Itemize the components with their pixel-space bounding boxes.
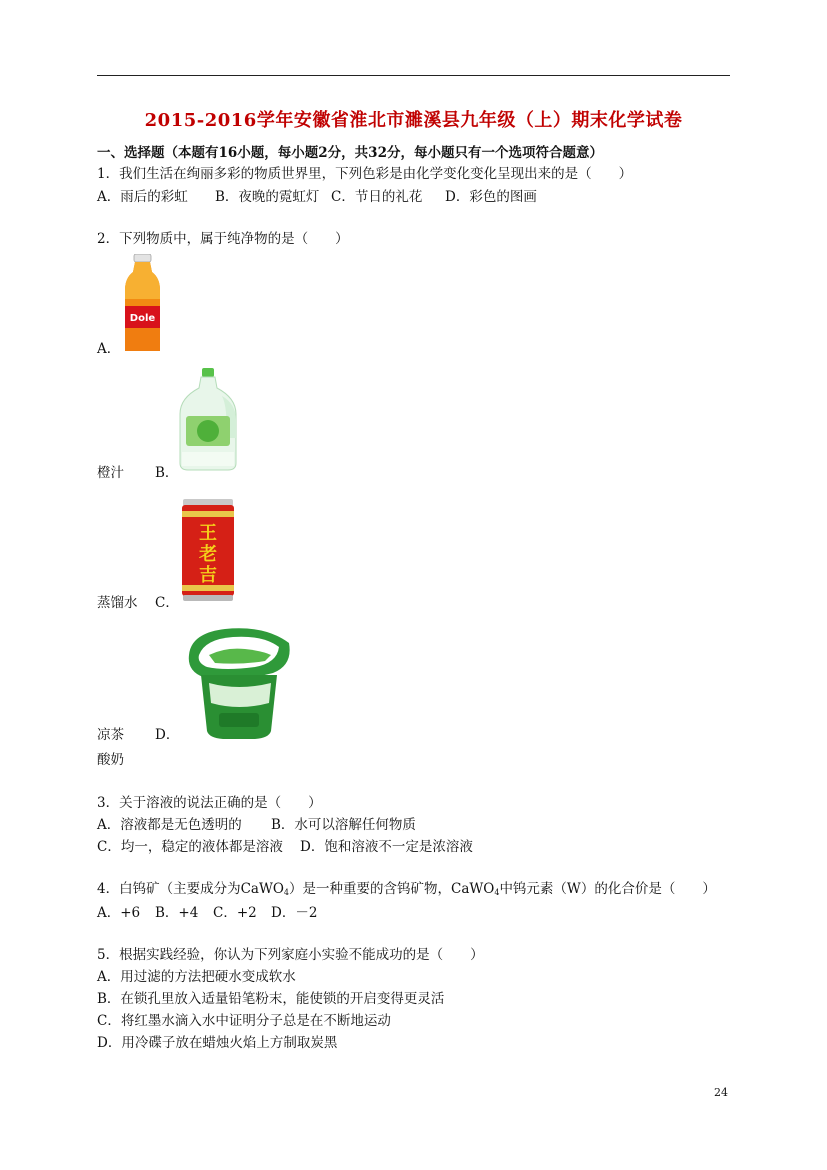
q1-option-b: B．夜晚的霓虹灯 [215, 189, 320, 205]
q4-option-c: C．+2 [213, 905, 257, 921]
juice-brand-label: Dole [129, 313, 156, 324]
q4-option-a: A．+6 [97, 905, 141, 921]
water-bottle-image [176, 368, 240, 471]
q4-options [97, 904, 317, 922]
q1-option-d: D．彩色的图画 [445, 189, 537, 205]
q2-option-c-label: C． [155, 595, 179, 611]
q4-stem-mid: ）是一种重要的含钨矿物， [289, 881, 452, 897]
q2-option-a-label: A． [97, 341, 121, 357]
q5-stem: 5．根据实践经验，你认为下列家庭小实验不能成功的是（ ） [97, 947, 484, 963]
page-number: 24 [714, 1086, 728, 1099]
q2-option-b-label: B． [155, 465, 179, 481]
q2-option-b-name: 蒸馏水 [97, 595, 138, 611]
yogurt-cup-image [185, 625, 293, 741]
header-rule [97, 75, 730, 76]
can-char-1: 王 [199, 523, 217, 544]
q5-option-b: B．在锁孔里放入适量铅笔粉末，能使锁的开启变得更灵活 [97, 991, 445, 1007]
q5-option-a: A．用过滤的方法把硬水变成软水 [97, 969, 296, 985]
q2-option-d-row [97, 726, 179, 744]
q1-stem: 1．我们生活在绚丽多彩的物质世界里，下列色彩是由化学变化变化呈现出来的是（ ） [97, 166, 633, 182]
q3-stem: 3．关于溶液的说法正确的是（ ） [97, 795, 322, 811]
orange-juice-bottle-image [120, 254, 165, 352]
can-char-2: 老 [199, 544, 217, 565]
q3-option-d: D．饱和溶液不一定是浓溶液 [300, 839, 473, 855]
page-title: 2015-2016学年安徽省淮北市濉溪县九年级（上）期末化学试卷 [144, 110, 683, 131]
herbal-tea-can-image [180, 499, 236, 602]
q4-formula-1: CaWO$_4$ [240, 881, 290, 897]
q1-options [97, 188, 537, 206]
q2-option-c-name: 凉茶 [97, 727, 124, 743]
q2-option-d-label: D． [155, 727, 180, 743]
q5-option-c: C．将红墨水滴入水中证明分子总是在不断地运动 [97, 1013, 391, 1029]
q3-options-row2 [97, 838, 473, 856]
q4-stem [97, 880, 716, 902]
q2-stem: 2．下列物质中，属于纯净物的是（ ） [97, 231, 349, 247]
q3-option-a: A．溶液都是无色透明的 [97, 817, 242, 833]
q4-option-d: D．－2 [271, 905, 318, 921]
q4-option-b: B．+4 [155, 905, 199, 921]
q2-option-a-name: 橙汁 [97, 465, 124, 481]
q4-formula-2: CaWO$_4$ [451, 881, 500, 897]
q1-option-c: C．节日的礼花 [331, 189, 423, 205]
q2-option-d-name: 酸奶 [97, 752, 124, 768]
q4-stem-pre: 4．白钨矿（主要成分为 [97, 881, 241, 897]
q5-option-d: D．用冷碟子放在蜡烛火焰上方制取炭黑 [97, 1035, 338, 1051]
q4-stem-post: 中钨元素（W）的化合价是（ ） [499, 881, 716, 897]
q3-option-c: C．均一，稳定的液体都是溶液 [97, 839, 283, 855]
q3-option-b: B．水可以溶解任何物质 [271, 817, 416, 833]
q2-option-b-row [97, 464, 178, 482]
q1-option-a: A．雨后的彩虹 [97, 189, 188, 205]
section-heading: 一、选择题（本题有16小题，每小题2分，共32分，每小题只有一个选项符合题意） [97, 145, 603, 161]
can-char-3: 吉 [199, 565, 217, 586]
q2-option-c-row [97, 594, 179, 612]
q3-options-row1 [97, 816, 416, 834]
